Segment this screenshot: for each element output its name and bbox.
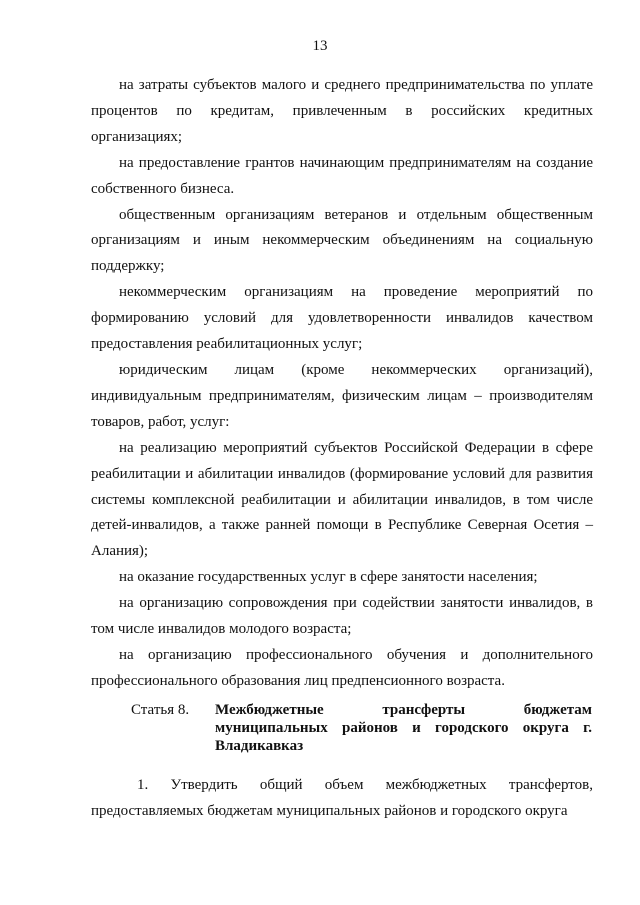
article-title: Межбюджетные трансферты бюджетам муниципальных районов и городского округа г. Владикавказ (215, 702, 592, 754)
paragraph-clause-1: 1. Утвердить общий объем межбюджетных трансфертов, предоставляемых бюджетам муниципальных районов и городского округа (91, 777, 593, 819)
paragraph-legal-entities: юридическим лицам (кроме некоммерческих организаций), индивидуальным предпринимателям, физическим лицам – производителям товаров, работ, услуг: (91, 361, 593, 430)
paragraph-rehabilitation: на реализацию мероприятий субъектов Российской Федерации в сфере реабилитации и абилитации инвалидов (формирование условий для развития системы комплексной реабилитации и абилитации инвалидов, в том числе детей-инвалидов, а также ранней помощи в Республике Северная Осетия – Алания); (91, 439, 593, 560)
paragraph-nonprofit-disability: некоммерческим организациям на проведение мероприятий по формированию условий для удовлетворенности инвалидов качеством предоставления реабилитационных услуг; (91, 284, 593, 353)
final-text (91, 772, 593, 824)
paragraph-subsidy-interest: на затраты субъектов малого и среднего предпринимательства по уплате процентов по кредитам, привлеченным в российских кредитных организациях; (91, 77, 593, 145)
paragraph-employment-services: на оказание государственных услуг в сфере занятости населения; (119, 569, 538, 586)
body-text (91, 73, 593, 695)
article-number: Статья 8. (131, 702, 190, 718)
page-number: 13 (312, 38, 328, 54)
paragraph-veteran-organizations: общественным организациям ветеранов и отдельным общественным организациям и иным некоммерческим объединениям на социальную поддержку; (91, 206, 593, 275)
paragraph-professional-training: на организацию профессионального обучения и дополнительного профессионального образования лиц предпенсионного возраста. (91, 646, 593, 689)
paragraph-employment-support: на организацию сопровождения при содействии занятости инвалидов, в том числе инвалидов молодого возраста; (91, 595, 593, 638)
paragraph-startup-grants: на предоставление грантов начинающим предпринимателям на создание собственного бизнеса. (91, 154, 593, 197)
